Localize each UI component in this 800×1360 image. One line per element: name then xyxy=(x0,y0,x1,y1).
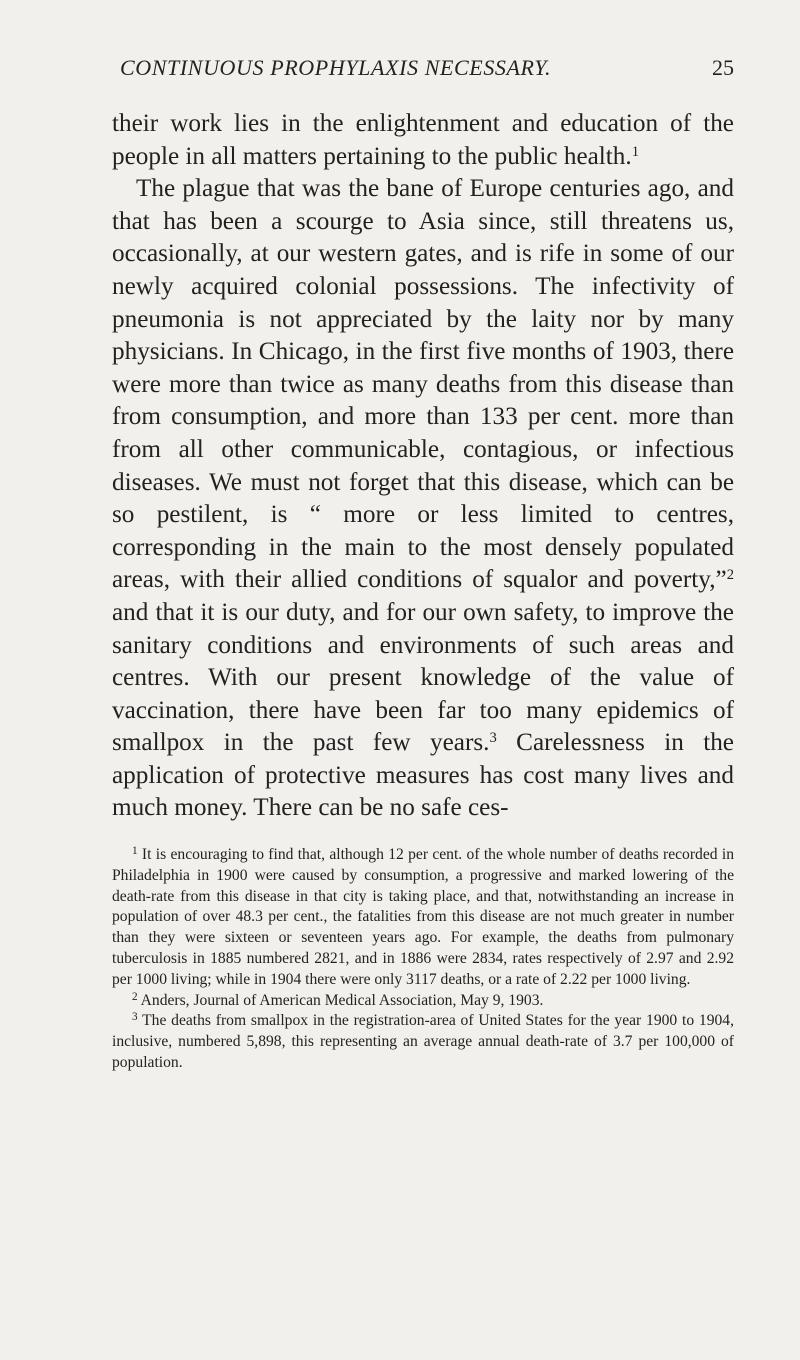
footnote-text: The deaths from smallpox in the registration-area of United States for the year 1900 to 1904, inclusive, numbered 5,898, this representing an average annual death-rate of 3.7 per 100,000 of population. xyxy=(112,1012,734,1072)
paragraph-text: Carelessness in the application of protective measures has cost many lives and much money. There can be no safe ces- xyxy=(112,729,734,822)
footnote-reference: 1 xyxy=(631,143,640,160)
footnote xyxy=(112,845,734,991)
footnote-mark: 2 xyxy=(132,990,138,1003)
footnote-text: It is encouraging to find that, although 12 per cent. of the whole number of deaths recorded in Philadelphia in 1900 were caused by consumption, a progressive and marked lowering of the death-rate from this disease in that city is taking place, and that, notwithstanding an increase in population of over 48.3 per cent., the fatalities from this disease are not much greater in number than they were sixteen or seventeen years ago. For example, the deaths from pulmonary tuberculosis in 1885 numbered 2821, and in 1886 were 2834, rates respectively of 2.97 and 2.92 per 1000 living; while in 1904 there were only 3117 deaths, or a rate of 2.22 per 1000 living. xyxy=(112,846,734,988)
footnote-reference: 2 xyxy=(726,567,734,584)
paragraph-text: and that it is our duty, and for our own safety, to improve the sanitary conditions and environments of such areas and centres. With our present knowledge of the value of vaccination, there have been far too many epidemics of smallpox in the past few years. xyxy=(112,598,734,757)
footnote xyxy=(112,991,734,1012)
paragraph-text: The plague that was the bane of Europe centuries ago, and that has been a scourge to Asia since, still threatens us, occasionally, at our western gates, and is rife in some of our newly acquired colonial possessions. The infectivity of pneumonia is not appreciated by the laity nor by many physicians. In Chicago, in the first five months of 1903, there were more than twice as many deaths from this disease than from consumption, and more than 133 per cent. more than from all other communicable, contagious, or infectious diseases. We must not forget that this disease, which can be so pestilent, is “ more or less limited to centres, corresponding in the main to the most densely populated areas, with their allied conditions of squalor and poverty,” xyxy=(112,175,734,594)
footnote-reference: 3 xyxy=(489,730,497,747)
footnote xyxy=(112,1011,734,1073)
book-page xyxy=(112,52,734,1074)
page-number: 25 xyxy=(712,55,734,80)
running-title: CONTINUOUS PROPHYLAXIS NECESSARY. xyxy=(120,55,552,80)
footnote-mark: 1 xyxy=(132,845,138,858)
paragraph xyxy=(112,173,734,825)
paragraph xyxy=(112,108,734,173)
footnote-mark: 3 xyxy=(132,1011,138,1024)
paragraph-text: their work lies in the enlightenment and education of the people in all matters pertaining to the public health. xyxy=(112,110,734,170)
running-head xyxy=(112,52,734,84)
body-text xyxy=(112,108,734,825)
footnotes xyxy=(112,845,734,1074)
footnote-text: Anders, Journal of American Medical Association, May 9, 1903. xyxy=(137,991,544,1009)
